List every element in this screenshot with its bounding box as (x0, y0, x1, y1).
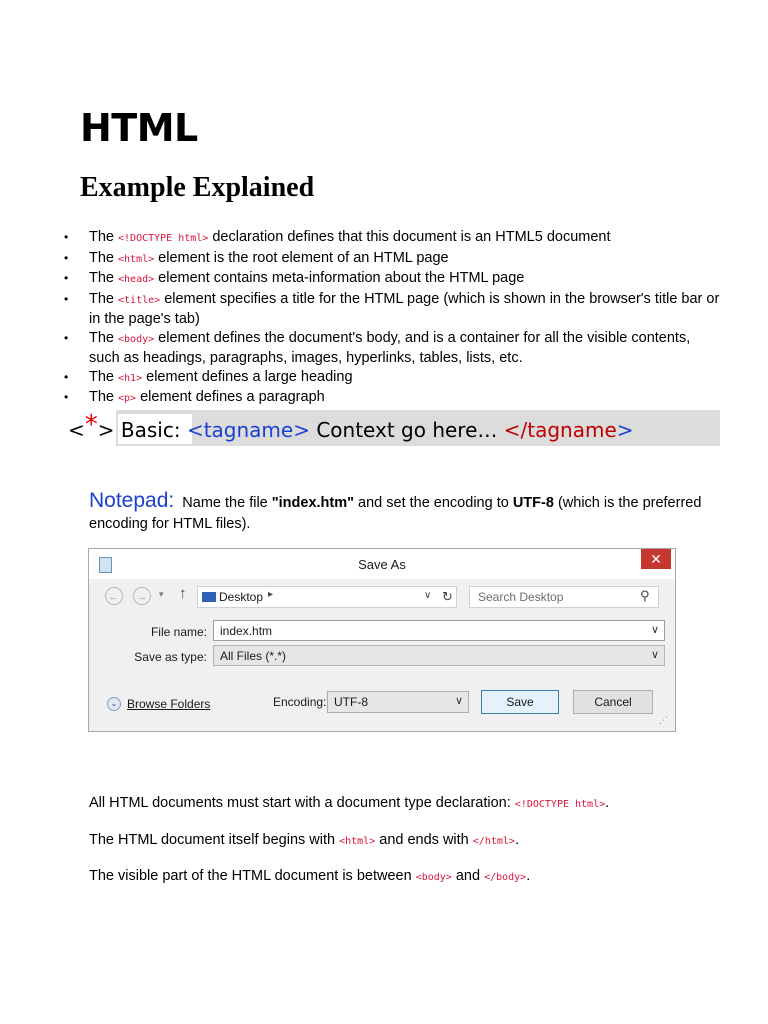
chevron-down-icon[interactable]: ▾ (159, 589, 164, 599)
list-item: • The <html> element is the root element of an HTML page (64, 249, 724, 270)
save-type-select[interactable] (213, 645, 665, 666)
file-name-label: File name: (150, 625, 207, 639)
dialog-navbar (89, 579, 675, 615)
code-snippet: <!DOCTYPE html> (118, 233, 209, 244)
dialog-titlebar (89, 549, 675, 579)
forward-icon[interactable]: → (133, 587, 151, 605)
refresh-icon[interactable]: ↻ (442, 589, 453, 604)
chevron-down-icon[interactable]: ∨ (650, 649, 659, 661)
search-icon[interactable]: ⚲ (640, 588, 650, 603)
code-snippet: </html> (472, 836, 515, 847)
resize-grip-icon[interactable]: ⋰ (659, 715, 668, 725)
file-name-value: index.htm (220, 624, 273, 638)
expand-icon[interactable]: ⌄ (107, 697, 121, 711)
page-title: HTML (80, 106, 198, 150)
back-icon[interactable]: ← (105, 587, 123, 605)
doctype-paragraph: All HTML documents must start with a document type declaration: <!DOCTYPE html>. (89, 795, 610, 811)
up-arrow-icon[interactable]: ↑ (179, 585, 187, 602)
close-icon[interactable]: ✕ (641, 549, 671, 569)
code-snippet: <html> (339, 836, 376, 847)
list-item: • The <p> element defines a paragraph (64, 388, 724, 409)
syntax-content: Context go here… (316, 418, 498, 442)
file-name-field[interactable] (213, 620, 665, 641)
browse-folders-link[interactable]: Browse Folders (127, 697, 211, 711)
open-tag: <tagname> (186, 418, 310, 442)
encoding-text: UTF-8 (512, 495, 554, 511)
code-snippet: <body> (415, 872, 452, 883)
desktop-icon (202, 592, 216, 602)
body-tag-paragraph: The visible part of the HTML document is between <body> and </body>. (89, 868, 531, 884)
chevron-down-icon[interactable]: ∨ (454, 695, 463, 707)
star-icon: * (84, 410, 98, 440)
dialog-footer (89, 671, 675, 731)
address-bar[interactable] (197, 586, 457, 608)
notepad-label: Notepad: (89, 489, 175, 512)
notepad-paragraph: Notepad: Name the file "index.htm" and set the encoding to UTF-8 (which is the preferred encoding for HTML files). (89, 489, 702, 532)
close-tag-name: tagname (527, 418, 617, 442)
search-placeholder: Search Desktop (478, 590, 564, 604)
list-item: • The <title> element specifies a title for the HTML page (which is shown in the browser's title bar or in the page's tab) (64, 290, 724, 329)
chevron-down-icon[interactable]: ∨ (650, 624, 659, 636)
address-text: Desktop (219, 590, 264, 604)
chevron-down-icon[interactable]: ∨ (424, 590, 432, 601)
syntax-label: Basic: (120, 418, 181, 442)
save-as-dialog (88, 548, 676, 732)
list-item: • The <head> element contains meta-information about the HTML page (64, 269, 724, 290)
element-list (64, 228, 724, 409)
code-snippet: <h1> (118, 372, 143, 384)
list-item: • The <!DOCTYPE html> declaration defines that this document is an HTML5 document (64, 228, 724, 249)
code-snippet: <p> (118, 393, 137, 404)
list-item: • The <h1> element defines a large heading (64, 368, 724, 389)
save-type-value: All Files (*.*) (220, 649, 287, 663)
syntax-line: <*> Basic: <tagname> Context go here… </tagname> (68, 410, 634, 442)
search-input[interactable] (469, 586, 659, 608)
chevron-right-icon[interactable]: ▸ (268, 589, 274, 600)
dialog-form (89, 615, 675, 671)
list-item: • The <body> element defines the document's body, and is a container for all the visible contents, such as headings, paragraphs, images, hyperlinks, tables, lists, etc. (64, 329, 724, 368)
code-snippet: </body> (484, 872, 527, 883)
section-heading: Example Explained (80, 172, 315, 203)
close-tag-slash: </ (503, 418, 528, 442)
code-snippet: <!DOCTYPE html> (514, 799, 606, 810)
encoding-select[interactable] (327, 691, 469, 713)
html-tag-paragraph: The HTML document itself begins with <html> and ends with </html>. (89, 832, 519, 848)
cancel-button[interactable]: Cancel (573, 690, 653, 714)
save-type-label: Save as type: (134, 650, 207, 664)
code-snippet: <html> (118, 253, 155, 265)
save-button[interactable]: Save (481, 690, 559, 714)
file-name-text: "index.htm" (271, 495, 354, 511)
code-snippet: <title> (118, 294, 161, 306)
encoding-value: UTF-8 (334, 695, 368, 709)
code-snippet: <head> (118, 274, 155, 285)
encoding-label: Encoding: (273, 695, 327, 709)
code-snippet: <body> (118, 333, 155, 345)
dialog-title: Save As (358, 557, 406, 572)
